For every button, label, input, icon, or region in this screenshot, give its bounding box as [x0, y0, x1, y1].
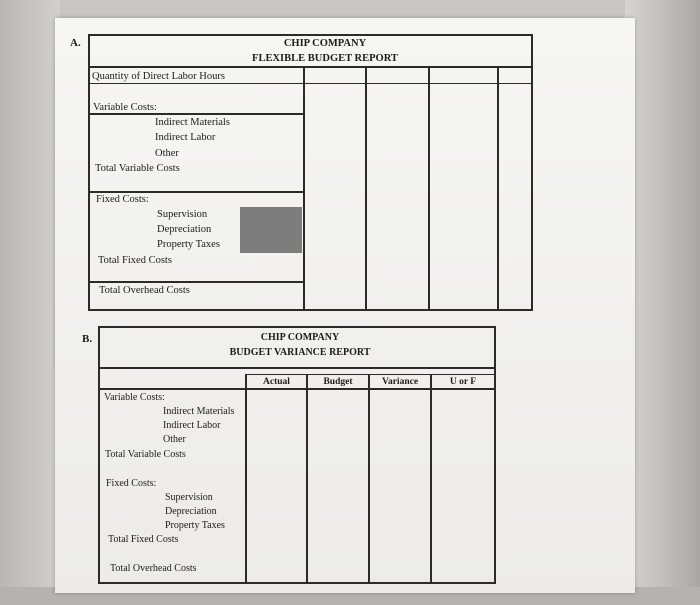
section-a-label: A. — [70, 37, 81, 49]
section-b-col-line-4 — [430, 374, 432, 584]
fixed-item: Property Taxes — [165, 520, 225, 531]
total-overhead-costs: Total Overhead Costs — [99, 285, 190, 296]
total-overhead-costs: Total Overhead Costs — [110, 563, 197, 574]
section-a-company: CHIP COMPANY — [283, 38, 367, 49]
total-variable-costs: Total Variable Costs — [95, 163, 180, 174]
fixed-costs-heading: Fixed Costs: — [106, 478, 157, 489]
section-b-colhead-bottom — [100, 388, 496, 390]
section-a-col-line-1 — [303, 66, 305, 311]
quantity-label: Quantity of Direct Labor Hours — [92, 71, 225, 82]
background-left — [0, 0, 60, 605]
column-header-variance: Variance — [381, 377, 419, 387]
fixed-item: Depreciation — [165, 506, 217, 517]
section-b-title: BUDGET VARIANCE REPORT — [229, 347, 371, 358]
variable-item: Other — [163, 434, 186, 445]
variable-costs-heading: Variable Costs: — [104, 392, 165, 403]
variable-item: Indirect Materials — [163, 406, 235, 417]
section-b-colhead-top — [245, 374, 496, 375]
total-fixed-costs: Total Fixed Costs — [108, 534, 179, 545]
section-a-col-line-2 — [365, 66, 367, 311]
total-variable-costs: Total Variable Costs — [105, 449, 186, 460]
section-a-col-line-3 — [428, 66, 430, 311]
fixed-item: Property Taxes — [157, 239, 220, 250]
fixed-item: Supervision — [165, 492, 213, 503]
section-a-row-rule-2 — [88, 191, 303, 193]
fixed-item: Supervision — [157, 209, 208, 220]
section-a-col-line-4 — [497, 66, 499, 311]
section-a-row-rule-3 — [88, 281, 303, 283]
fixed-costs-heading: Fixed Costs: — [96, 194, 149, 205]
fixed-item: Depreciation — [157, 224, 212, 235]
section-b-company: CHIP COMPANY — [260, 332, 340, 343]
variable-item: Indirect Labor — [163, 420, 221, 431]
variable-item: Indirect Materials — [155, 117, 230, 128]
column-header-u-or-f: U or F — [449, 377, 477, 387]
section-b-col-line-2 — [306, 374, 308, 584]
variable-costs-heading: Variable Costs: — [93, 102, 157, 113]
section-a-quantity-rule — [88, 83, 533, 84]
column-header-budget: Budget — [323, 377, 353, 387]
variable-item: Indirect Labor — [155, 132, 216, 143]
total-fixed-costs: Total Fixed Costs — [98, 255, 172, 266]
variable-item: Other — [155, 148, 179, 159]
section-b-col-line-3 — [368, 374, 370, 584]
section-b-col-line-1 — [245, 374, 247, 584]
column-header-actual: Actual — [263, 377, 290, 387]
section-b-header-rule — [98, 367, 496, 369]
section-b-label: B. — [82, 333, 93, 345]
background-right — [625, 0, 700, 605]
section-a-title: FLEXIBLE BUDGET REPORT — [252, 53, 398, 64]
shaded-cell — [240, 207, 302, 253]
section-a-header-rule — [88, 66, 533, 68]
